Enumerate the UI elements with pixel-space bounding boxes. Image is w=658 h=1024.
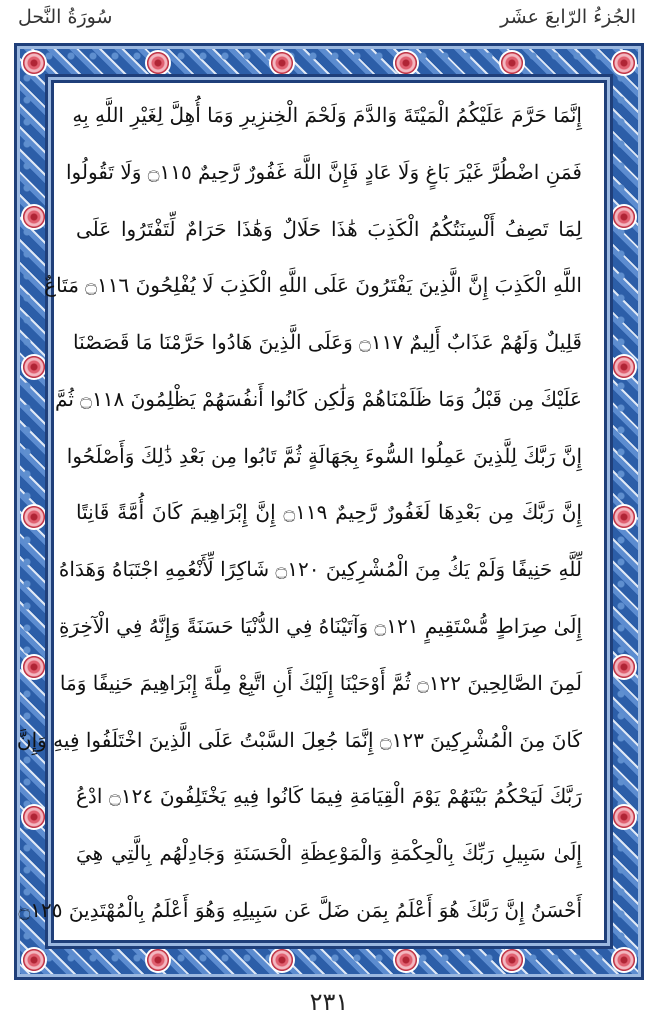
rosette-icon [613,356,635,378]
page-number: ٢٣١ [309,988,349,1016]
text-line: قَلِيلٌ وَلَهُمْ عَذَابٌ أَلِيمٌ ۝١١٧ وَعَلَى الَّذِينَ هَادُوا حَرَّمْنَا مَا قَصَصْنَا [73,330,582,355]
rosette-icon [147,52,169,74]
ornamental-frame [14,43,644,980]
surah-title: سُورَةُ النَّحل [18,6,113,28]
page-header [0,0,658,40]
rosette-icon [271,949,293,971]
text-line: إِنَّ رَبَّكَ لِلَّذِينَ عَمِلُوا السُّوءَ بِجَهَالَةٍ ثُمَّ تَابُوا مِن بَعْدِ ذَٰلِكَ وَأَصْلَحُوا [66,443,582,468]
rosette-icon [613,949,635,971]
ayah-text-area [16,103,582,922]
text-line: لِمَا تَصِفُ أَلْسِنَتُكُمُ الْكَذِبَ هَٰذَا حَلَالٌ وَهَٰذَا حَرَامٌ لِّتَفْتَرُوا عَلَى [76,216,582,241]
rosette-icon [271,52,293,74]
rosette-icon [613,52,635,74]
rosette-icon [613,806,635,828]
text-line: إِلَىٰ سَبِيلِ رَبِّكَ بِالْحِكْمَةِ وَالْمَوْعِظَةِ الْحَسَنَةِ وَجَادِلْهُم بِالَّتِي هِيَ [76,841,582,866]
rosette-icon [501,52,523,74]
text-line: عَلَيْكَ مِن قَبْلُ وَمَا ظَلَمْنَاهُمْ وَلَٰكِن كَانُوا أَنفُسَهُمْ يَظْلِمُونَ ۝١١٨ ثُمَّ [55,386,582,411]
rosette-icon [23,356,45,378]
rosette-icon [23,949,45,971]
rosette-icon [395,949,417,971]
rosette-icon [23,806,45,828]
text-line: إِلَىٰ صِرَاطٍ مُّسْتَقِيمٍ ۝١٢١ وَآتَيْنَاهُ فِي الدُّنْيَا حَسَنَةً وَإِنَّهُ فِي الْآخِرَةِ [58,614,582,639]
rosette-icon [395,52,417,74]
rosette-icon [23,506,45,528]
rosette-icon [23,656,45,678]
rosette-icon [501,949,523,971]
text-panel [16,80,607,943]
rosette-icon [23,52,45,74]
rosette-icon [613,506,635,528]
text-line: إِنَّمَا حَرَّمَ عَلَيْكُمُ الْمَيْتَةَ وَالدَّمَ وَلَحْمَ الْخِنزِيرِ وَمَا أُهِلَّ لِغَيْرِ اللَّهِ بِهِ [72,103,582,127]
text-line: رَبَّكَ لَيَحْكُمُ بَيْنَهُمْ يَوْمَ الْقِيَامَةِ فِيمَا كَانُوا فِيهِ يَخْتَلِفُونَ ۝١٢٤ ادْعُ [76,784,582,809]
text-line: لَمِنَ الصَّالِحِينَ ۝١٢٢ ثُمَّ أَوْحَيْنَا إِلَيْكَ أَنِ اتَّبِعْ مِلَّةَ إِبْرَاهِيمَ حَنِيفًا وَمَا [59,670,582,695]
juz-title: الجُزءُ الرّابعَ عشَر [500,6,636,28]
text-line: كَانَ مِنَ الْمُشْرِكِينَ ۝١٢٣ إِنَّمَا جُعِلَ السَّبْتُ عَلَى الَّذِينَ اخْتَلَفُوا فِيهِ وَإِنَّ [16,727,582,752]
text-line: أَحْسَنُ إِنَّ رَبَّكَ هُوَ أَعْلَمُ بِمَن ضَلَّ عَن سَبِيلِهِ وَهُوَ أَعْلَمُ بِالْمُهْتَدِينَ ۝١٢٥ [18,897,582,922]
rosette-icon [613,656,635,678]
text-line: اللَّهِ الْكَذِبَ إِنَّ الَّذِينَ يَفْتَرُونَ عَلَى اللَّهِ الْكَذِبَ لَا يُفْلِحُونَ ۝١١٦ مَتَاعٌ [44,273,582,298]
rosette-icon [23,206,45,228]
rosette-icon [613,206,635,228]
text-line: فَمَنِ اضْطُرَّ غَيْرَ بَاغٍ وَلَا عَادٍ فَإِنَّ اللَّهَ غَفُورٌ رَّحِيمٌ ۝١١٥ وَلَا تَقُولُوا [65,159,582,184]
text-line: لِّلَّهِ حَنِيفًا وَلَمْ يَكُ مِنَ الْمُشْرِكِينَ ۝١٢٠ شَاكِرًا لِّأَنْعُمِهِ اجْتَبَاهُ وَهَدَاهُ [58,557,582,582]
rosette-icon [147,949,169,971]
text-line: إِنَّ رَبَّكَ مِن بَعْدِهَا لَغَفُورٌ رَّحِيمٌ ۝١١٩ إِنَّ إِبْرَاهِيمَ كَانَ أُمَّةً قَانِتًا [76,500,582,525]
